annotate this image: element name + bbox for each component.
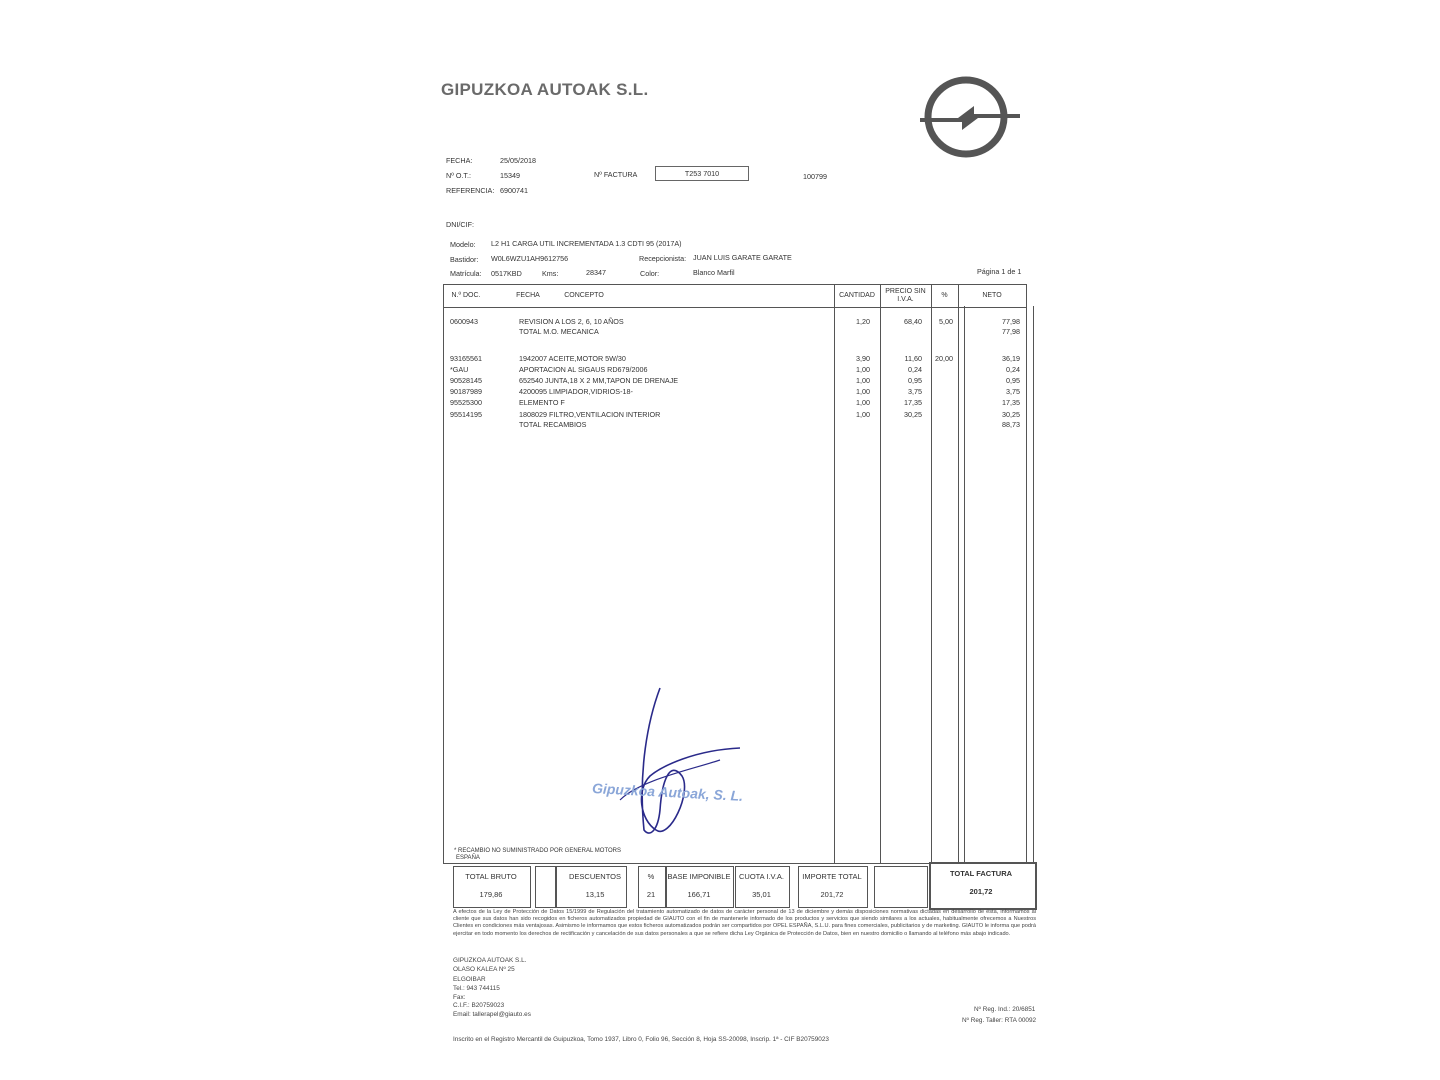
total-factura-value: 201,72 [969,887,993,896]
descuentos-label: DESCUENTOS [569,872,621,881]
blank-box [535,866,557,908]
cell-neto: 0,95 [1006,376,1020,385]
kms-value: 28347 [586,268,606,277]
cuota-label: CUOTA I.V.A. [738,872,784,881]
registry-note: Inscrito en el Registro Mercantil de Guipuzkoa, Tomo 1937, Libro 0, Folio 96, Sección 8, Hoja SS-20098, Inscrip. 1ª - CIF B20759023 [453,1036,829,1043]
cell-neto: 88,73 [1002,420,1020,429]
table-row [444,326,1026,337]
recepcionista-value: JUAN LUIS GARATE GARATE [693,253,792,262]
cell-doc: *GAU [450,365,469,374]
table-row [444,375,1026,386]
page-counter: Página 1 de 1 [977,267,1022,276]
cell-doc: 90187989 [450,387,482,396]
cell-neto: 3,75 [1006,387,1020,396]
factura-label: Nº FACTURA [594,170,638,179]
dni-label: DNI/CIF: [446,220,474,229]
company-stamp: Gipuzkoa Autoak, S. L. [591,780,744,804]
address-city: ELGOIBAR [453,976,486,983]
cell-cantidad: 1,00 [856,387,870,396]
cell-concepto: ELEMENTO F [519,398,565,407]
company-name: GIPUZKOA AUTOAK S.L. [441,80,649,99]
cell-doc: 95525300 [450,398,482,407]
total-factura-label: TOTAL FACTURA [949,869,1013,878]
cell-cantidad: 1,00 [856,376,870,385]
cell-cantidad: 1,20 [856,317,870,326]
cell-concepto: APORTACION AL SIGAUS RD679/2006 [519,365,648,374]
extra-number: 100799 [803,172,827,181]
kms-label: Kms: [542,269,559,278]
cell-precio: 3,75 [908,387,922,396]
header-doc: N.º DOC. [451,292,481,299]
fecha-value: 25/05/2018 [500,156,536,165]
total-bruto-value: 179,86 [479,890,503,899]
signature-icon [600,680,750,840]
pct-label: % [647,872,655,881]
ot-label: Nº O.T.: [446,171,471,180]
address-cif: C.I.F.: B20759023 [453,1002,505,1009]
importe-value: 201,72 [820,890,844,899]
cell-precio: 0,95 [908,376,922,385]
blank-box-2 [874,866,928,908]
cell-neto: 77,98 [1002,327,1020,336]
neto-column-frame [964,306,1034,862]
cell-cantidad: 1,00 [856,410,870,419]
footnote-line1: * RECAMBIO NO SUMINISTRADO POR GENERAL MOTORS [454,848,622,854]
table-row [444,386,1026,397]
cell-neto: 77,98 [1002,317,1020,326]
address-name: GIPUZKOA AUTOAK S.L. [453,957,527,964]
total-bruto-label: TOTAL BRUTO [465,872,517,881]
cell-cantidad: 3,90 [856,354,870,363]
address-email: Email: tallerapel@giauto.es [453,1011,531,1018]
header-neto: NETO [982,292,1002,299]
table-row [444,364,1026,375]
table-row [444,353,1026,364]
color-value: Blanco Marfil [693,268,735,277]
cell-pct: 20,00 [935,354,953,363]
cell-precio: 17,35 [904,398,922,407]
cell-precio: 0,24 [908,365,922,374]
pct-value: 21 [646,890,656,899]
cell-concepto: REVISION A LOS 2, 6, 10 AÑOS [519,317,624,326]
modelo-value: L2 H1 CARGA UTIL INCREMENTADA 1.3 CDTI 95 (2017A) [491,239,682,248]
cell-doc: 90528145 [450,376,482,385]
descuentos-value: 13,15 [585,890,605,899]
cell-neto: 17,35 [1002,398,1020,407]
cell-precio: 11,60 [904,354,922,363]
cell-neto: 36,19 [1002,354,1020,363]
table-row [444,419,1026,430]
cell-precio: 30,25 [904,410,922,419]
referencia-value: 6900741 [500,186,528,195]
cuota-value: 35,01 [752,890,771,899]
cell-neto: 30,25 [1002,410,1020,419]
bastidor-label: Bastidor: [450,255,479,264]
bastidor-value: W0L6WZU1AH9612756 [491,254,569,263]
opel-logo-icon [918,76,1022,158]
cell-concepto: 1808029 FILTRO,VENTILACION INTERIOR [519,410,661,419]
legal-notice: A efectos de la Ley de Protección de Datos 15/1999 de Regulación del tratamiento automatizado de datos de carácter personal de 13 de diciembre y demás disposiciones normativas dictadas en desarrollo de ésta, informamos al cliente que sus datos han sido recogidos en ficheros automatizados propiedad de GIAUTO con el fin de mantenerle informado de los productos y servicios que siendo similares a los actuales, habitualmente ofrecemos a Nuestros Clientes en condiciones más ventajosas. Asimismo le informamos que estos ficheros automatizados podrán ser compartidos por OPEL ESPAÑA, S.L.U. para fines comerciales, publicitarios y de marketing. GIAUTO le informa que podrá ejercitar en todo momento los derechos de rectificación y cancelación de sus datos personales a que se refiere dicha Ley Orgánica de Protección de Datos, bien en nuestro domicilio o llamando al teléfono más abajo indicado. [453,909,1036,937]
cell-concepto: TOTAL M.O. MECANICA [519,327,599,336]
cell-neto: 0,24 [1006,365,1020,374]
address-tel: Tel.: 943 744115 [453,985,500,992]
cell-concepto: 652540 JUNTA,18 X 2 MM,TAPON DE DRENAJE [519,376,679,385]
cell-concepto: 1942007 ACEITE,MOTOR 5W/30 [519,354,626,363]
cell-doc: 93165561 [450,354,482,363]
base-label: BASE IMPONIBLE [667,872,731,881]
header-concepto: CONCEPTO [564,292,604,299]
cell-cantidad: 1,00 [856,365,870,374]
header-cantidad: CANTIDAD [839,292,875,299]
footnote-line2: ESPAÑA [456,855,480,861]
recepcionista-label: Recepcionista: [639,254,687,263]
cell-pct: 5,00 [939,317,953,326]
header-pct: % [941,292,948,299]
fecha-label: FECHA: [446,156,473,165]
matricula-value: 0517KBD [491,269,522,278]
table-row [444,397,1026,408]
referencia-label: REFERENCIA: [446,186,495,195]
header-precio: PRECIO SIN I.V.A. [885,288,926,303]
modelo-label: Modelo: [450,240,476,249]
reg-taller: Nº Reg. Taller: RTA 00092 [962,1017,1037,1024]
cell-concepto: TOTAL RECAMBIOS [519,420,587,429]
cell-doc: 95514195 [450,410,482,419]
ot-value: 15349 [500,171,520,180]
color-label: Color: [640,269,660,278]
reg-ind: Nº Reg. Ind.: 20/6851 [974,1006,1036,1013]
address-street: OLASO KALEA Nº 25 [453,966,515,973]
cell-cantidad: 1,00 [856,398,870,407]
base-value: 166,71 [687,890,711,899]
importe-label: IMPORTE TOTAL [802,872,862,881]
cell-precio: 68,40 [904,317,922,326]
cell-doc: 0600943 [450,317,478,326]
cell-concepto: 4200095 LIMPIADOR,VIDRIOS-18- [519,387,633,396]
address-fax: Fax: [453,994,466,1001]
header-fecha: FECHA [516,292,540,299]
factura-number: T253 7010 [655,166,749,181]
matricula-label: Matrícula: [450,269,482,278]
